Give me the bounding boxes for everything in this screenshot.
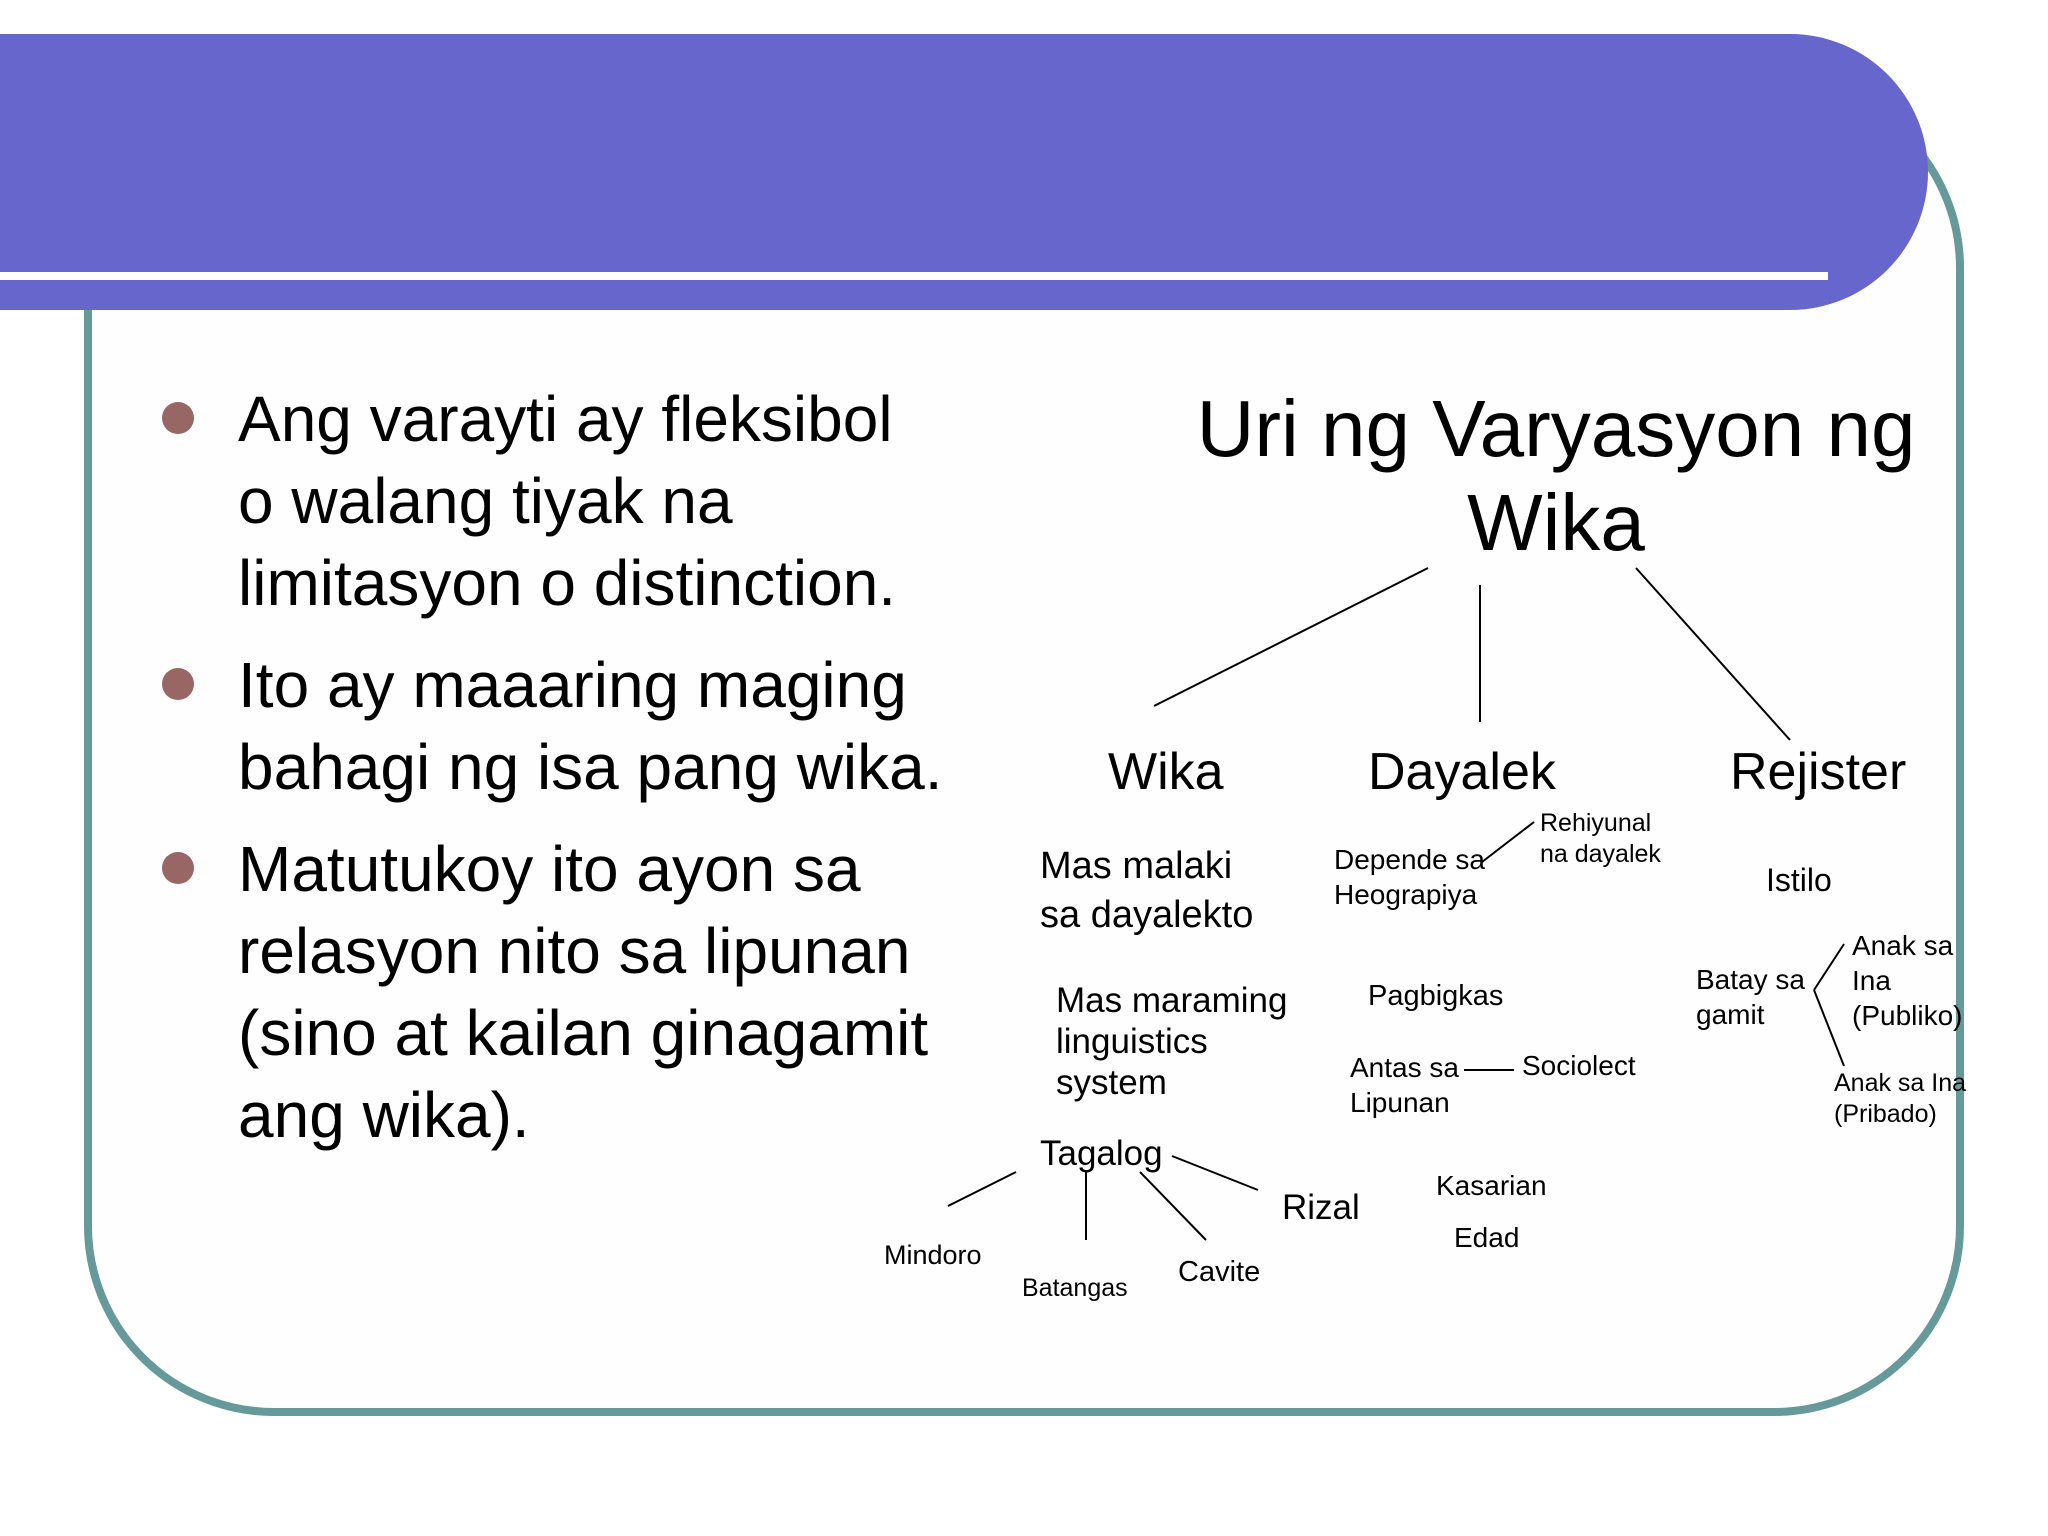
bullet-line: relasyon nito sa lipunan bbox=[238, 915, 911, 987]
connector-line bbox=[1814, 990, 1844, 1066]
node-cavite: Cavite bbox=[1178, 1256, 1261, 1288]
text-line: (Pribado) bbox=[1834, 1100, 1937, 1128]
bullet-line: bahagi ng isa pang wika. bbox=[238, 731, 943, 803]
node-edad: Edad bbox=[1454, 1222, 1520, 1253]
connector-line bbox=[1482, 822, 1534, 862]
connector-line bbox=[1636, 568, 1790, 740]
connector-line bbox=[1154, 568, 1428, 706]
bullet-line: limitasyon o distinction. bbox=[238, 547, 897, 619]
wika-desc-system bbox=[1056, 980, 1287, 1103]
diagram-title-line: Wika bbox=[1467, 478, 1645, 567]
text-line: Heograpiya bbox=[1334, 879, 1478, 910]
text-line: linguistics bbox=[1056, 1022, 1208, 1061]
text-line: Lipunan bbox=[1350, 1087, 1450, 1118]
node-rehiyunal bbox=[1540, 808, 1661, 870]
node-pribado bbox=[1834, 1068, 1966, 1130]
node-tagalog: Tagalog bbox=[1040, 1134, 1163, 1173]
node-depende bbox=[1334, 842, 1485, 912]
node-kasarian: Kasarian bbox=[1436, 1170, 1547, 1201]
node-batay bbox=[1696, 962, 1805, 1032]
bullet-line: ang wika). bbox=[238, 1079, 530, 1151]
node-dayalek: Dayalek bbox=[1368, 743, 1556, 801]
bullet-line: o walang tiyak na bbox=[238, 465, 733, 537]
text-line: Anak sa Ina bbox=[1834, 1069, 1967, 1097]
text-line: Antas sa bbox=[1350, 1052, 1459, 1083]
bullet-line: Ito ay maaaring maging bbox=[238, 649, 907, 721]
node-rizal: Rizal bbox=[1282, 1188, 1360, 1227]
connector-line bbox=[1814, 944, 1844, 990]
text-line: Batay sa bbox=[1696, 964, 1805, 995]
node-pagbigkas: Pagbigkas bbox=[1368, 980, 1504, 1012]
node-mindoro: Mindoro bbox=[884, 1240, 982, 1270]
node-sociolect: Sociolect bbox=[1522, 1050, 1636, 1081]
node-wika: Wika bbox=[1108, 743, 1224, 801]
text-line: Anak sa bbox=[1852, 930, 1954, 961]
text-line: Ina bbox=[1852, 965, 1891, 996]
node-istilo: Istilo bbox=[1766, 862, 1832, 898]
text-line: Depende sa bbox=[1334, 844, 1486, 875]
text-line: sa dayalekto bbox=[1040, 894, 1254, 936]
diagram-title-line: Uri ng Varyasyon ng bbox=[1196, 384, 1916, 473]
connector-line bbox=[948, 1172, 1016, 1206]
bullet-line: (sino at kailan ginagamit bbox=[238, 997, 929, 1069]
text-line: na dayalek bbox=[1540, 840, 1661, 868]
text-line: Mas malaki bbox=[1040, 845, 1233, 887]
bullet-line: Ang varayti ay fleksibol bbox=[238, 383, 893, 455]
text-line: (Publiko) bbox=[1852, 1000, 1963, 1031]
node-publiko bbox=[1852, 928, 1962, 1033]
connector-line bbox=[1172, 1156, 1258, 1190]
text-line: Rehiyunal bbox=[1540, 809, 1652, 837]
text-line: gamit bbox=[1696, 999, 1765, 1030]
node-antas bbox=[1350, 1050, 1459, 1120]
text-line: system bbox=[1056, 1063, 1167, 1102]
bullet-line: Matutukoy ito ayon sa bbox=[238, 833, 861, 905]
connector-line bbox=[1140, 1172, 1206, 1240]
node-batangas: Batangas bbox=[1022, 1274, 1128, 1302]
wika-desc-size bbox=[1040, 842, 1253, 940]
text-line: Mas maraming bbox=[1056, 981, 1288, 1020]
diagram-title bbox=[1098, 382, 2014, 570]
node-rejister: Rejister bbox=[1730, 743, 1907, 801]
